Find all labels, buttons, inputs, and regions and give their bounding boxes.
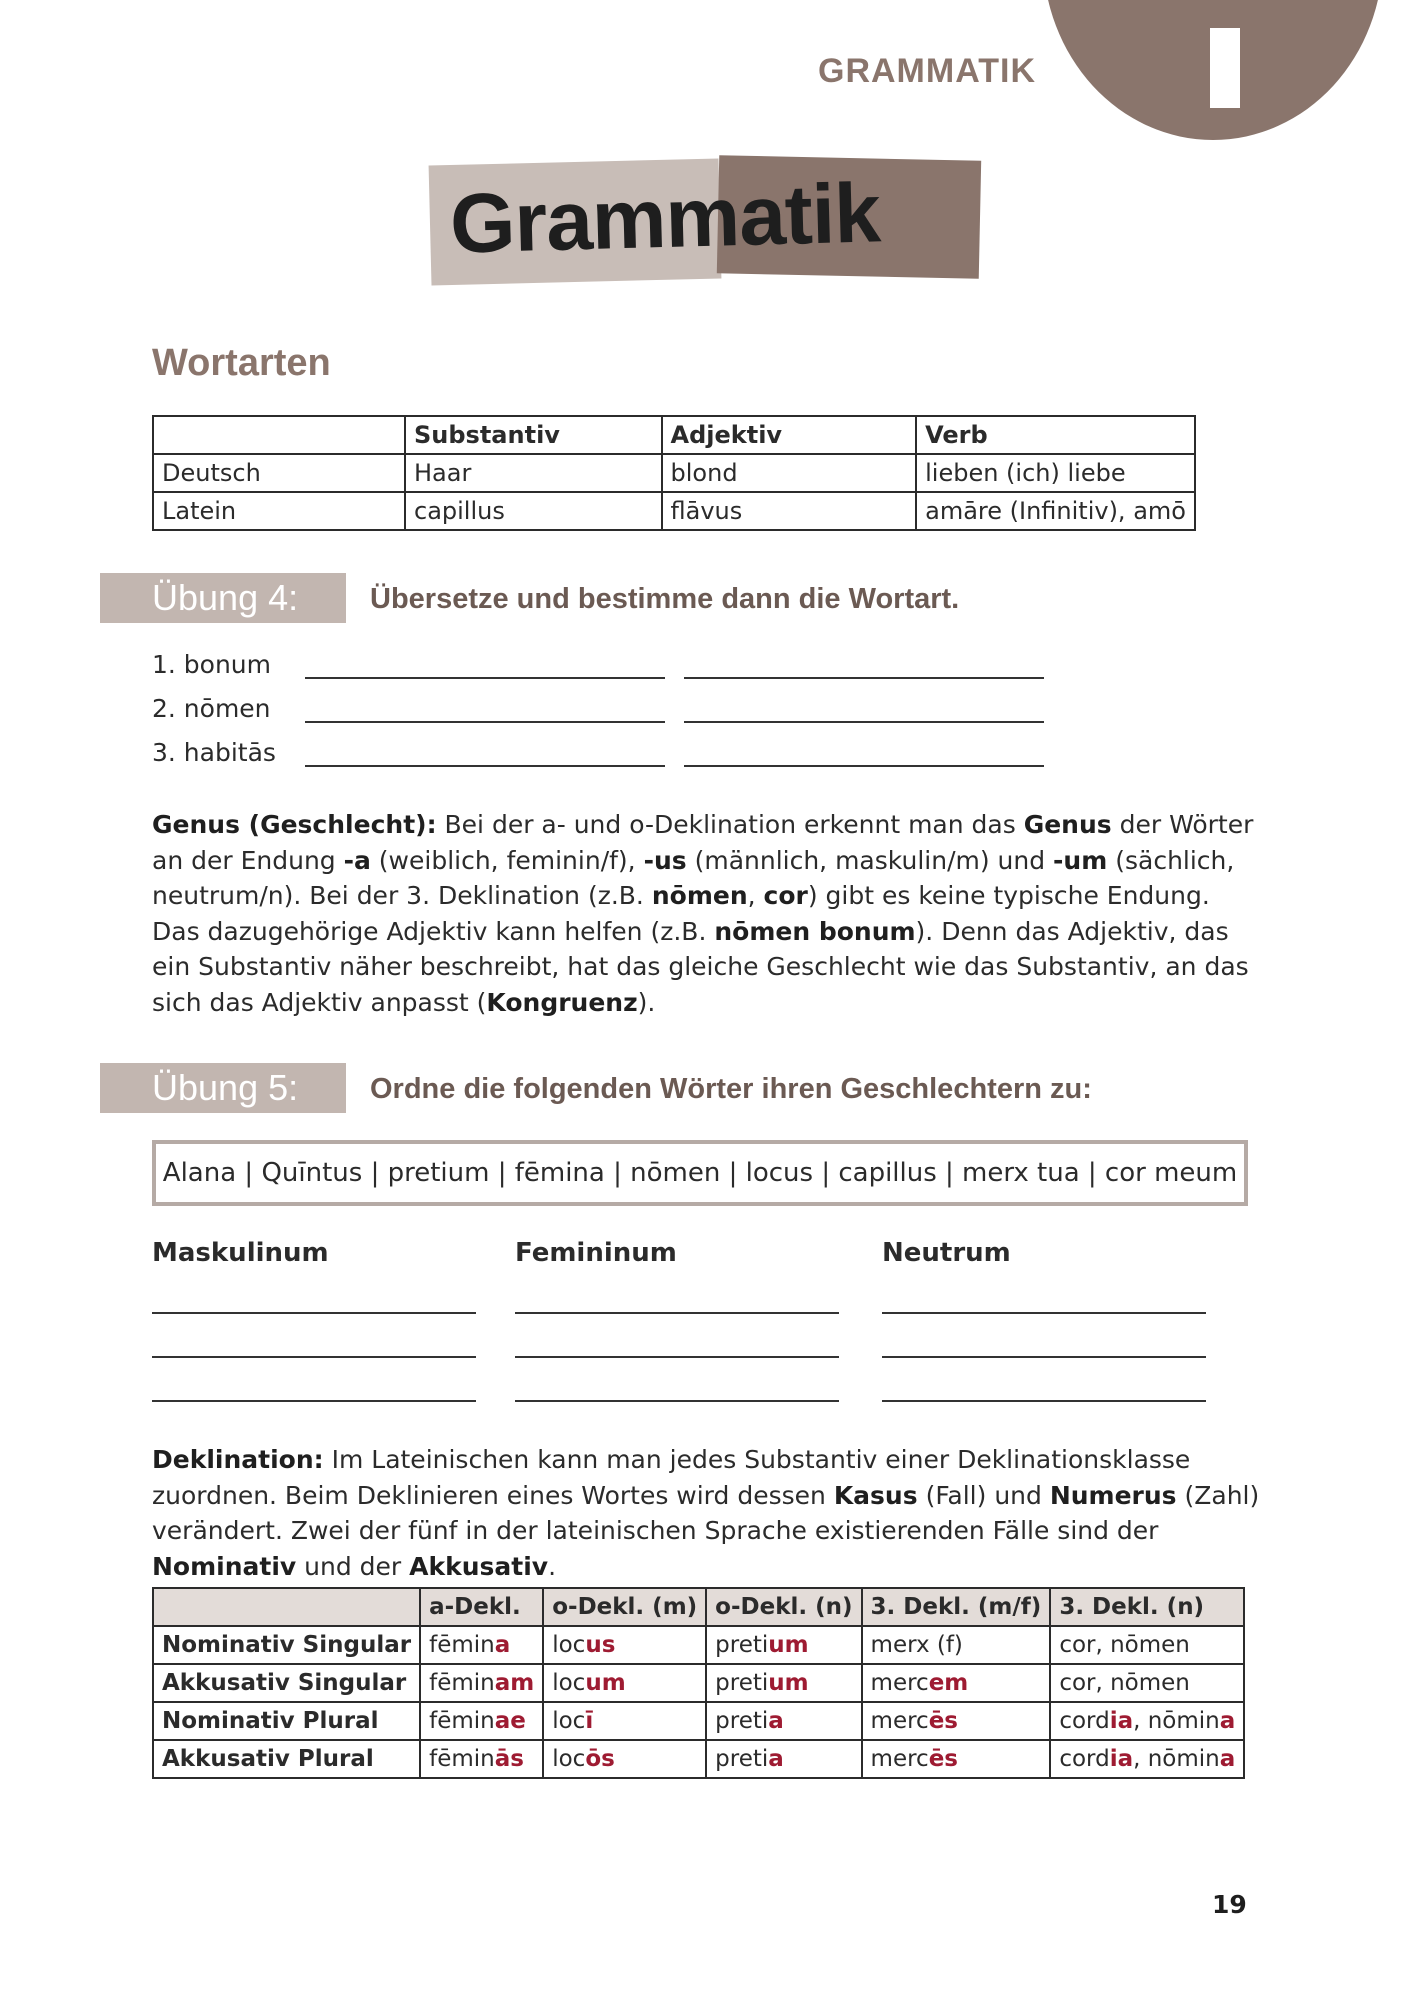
answer-line-maskulinum[interactable]: [152, 1356, 476, 1358]
answer-line-femininum[interactable]: [515, 1356, 839, 1358]
column-heading-neutrum: Neutrum: [882, 1238, 1011, 1268]
section-heading-wortarten: Wortarten: [152, 342, 331, 384]
column-heading-maskulinum: Maskulinum: [152, 1238, 329, 1268]
row-label: Nominativ Singular: [153, 1626, 420, 1664]
table-cell: pretia: [706, 1740, 861, 1778]
word-bank: Alana | Quīntus | pretium | fēmina | nōmen | locus | capillus | merx tua | cor meum: [152, 1140, 1248, 1206]
wortarten-table: [152, 415, 1196, 531]
answer-line-wordtype[interactable]: [684, 765, 1044, 767]
table-header-cell: Verb: [916, 416, 1195, 454]
answer-line-wordtype[interactable]: [684, 677, 1044, 679]
table-cell: blond: [662, 454, 917, 492]
declension-table: [152, 1587, 1245, 1779]
row-label: Nominativ Plural: [153, 1702, 420, 1740]
table-cell: cor, nōmen: [1050, 1626, 1244, 1664]
table-cell: cordia, nōmina: [1050, 1740, 1244, 1778]
table-row: [153, 1702, 1244, 1740]
answer-line-maskulinum[interactable]: [152, 1400, 476, 1402]
exercise-4-instruction: Übersetze und bestimme dann die Wortart.: [370, 583, 960, 615]
table-cell: pretia: [706, 1702, 861, 1740]
table-row: [153, 1664, 1244, 1702]
table-header-cell: 3. Dekl. (n): [1050, 1588, 1244, 1626]
answer-line-neutrum[interactable]: [882, 1400, 1206, 1402]
table-header-cell: a-Dekl.: [420, 1588, 543, 1626]
exercise-5-instruction: Ordne die folgenden Wörter ihren Geschlechtern zu:: [370, 1073, 1092, 1105]
table-cell: mercem: [862, 1664, 1051, 1702]
table-cell: locus: [543, 1626, 706, 1664]
table-header-cell: Adjektiv: [662, 416, 917, 454]
table-cell: Deutsch: [153, 454, 405, 492]
table-cell: capillus: [405, 492, 662, 530]
answer-line-translation[interactable]: [305, 677, 665, 679]
genus-paragraph: Genus (Geschlecht): Bei der a- und o-Deklination erkennt man das Genus der Wörter an der Endung -a (weiblich, feminin/f), -us (männlich, maskulin/m) und -um (sächlich, neutrum/n). Bei der 3. Deklination (z.B. nōmen, cor) gibt es keine typische Endung. Das dazugehörige Adjektiv kann helfen (z.B. nōmen bonum). Denn das Adjektiv, das ein Substantiv näher beschreibt, hat das gleiche Geschlecht wie das Substantiv, an das sich das Adjektiv anpasst (Kongruenz).: [152, 810, 1254, 1017]
table-cell: cordia, nōmina: [1050, 1702, 1244, 1740]
exercise-4-item: 1. bonum: [152, 650, 272, 679]
table-cell: locum: [543, 1664, 706, 1702]
table-header-cell: o-Dekl. (m): [543, 1588, 706, 1626]
table-cell: fēmina: [420, 1626, 543, 1664]
column-heading-femininum: Femininum: [515, 1238, 677, 1268]
table-cell: flāvus: [662, 492, 917, 530]
table-row: [153, 492, 1195, 530]
row-label: Akkusativ Plural: [153, 1740, 420, 1778]
table-cell: Haar: [405, 454, 662, 492]
answer-line-wordtype[interactable]: [684, 721, 1044, 723]
table-cell: amāre (Infinitiv), amō: [916, 492, 1195, 530]
exercise-4-tab: Übung 4:: [100, 573, 346, 623]
deklination-label: Deklination:: [152, 1445, 324, 1474]
table-cell: lieben (ich) liebe: [916, 454, 1195, 492]
answer-line-translation[interactable]: [305, 765, 665, 767]
chapter-numeral-mark: [1210, 28, 1240, 108]
genus-label: Genus (Geschlecht):: [152, 810, 437, 839]
answer-line-femininum[interactable]: [515, 1312, 839, 1314]
exercise-4-item: 3. habitās: [152, 738, 276, 767]
row-label: Akkusativ Singular: [153, 1664, 420, 1702]
table-row: [153, 1626, 1244, 1664]
table-cell: fēminās: [420, 1740, 543, 1778]
table-row: [153, 1740, 1244, 1778]
table-cell: mercēs: [862, 1740, 1051, 1778]
answer-line-translation[interactable]: [305, 721, 665, 723]
table-row: [153, 454, 1195, 492]
page-title: Grammatik: [448, 165, 882, 271]
answer-line-neutrum[interactable]: [882, 1356, 1206, 1358]
table-cell: fēminae: [420, 1702, 543, 1740]
table-cell: fēminam: [420, 1664, 543, 1702]
exercise-5-tab: Übung 5:: [100, 1063, 346, 1113]
deklination-paragraph: Deklination: Im Lateinischen kann man jedes Substantiv einer Deklinationsklasse zuordnen. Beim Deklinieren eines Wortes wird dessen Kasus (Fall) und Numerus (Zahl) verändert. Zwei der fünf in der lateinischen Sprache existierenden Fälle sind der Nominativ und der Akkusativ.: [152, 1445, 1260, 1581]
table-header-cell: Substantiv: [405, 416, 662, 454]
table-cell: merx (f): [862, 1626, 1051, 1664]
chapter-label: GRAMMATIK: [818, 52, 1036, 90]
table-cell: pretium: [706, 1664, 861, 1702]
answer-line-neutrum[interactable]: [882, 1312, 1206, 1314]
table-cell: Latein: [153, 492, 405, 530]
table-cell: mercēs: [862, 1702, 1051, 1740]
table-header-cell: [153, 1588, 420, 1626]
table-header-cell: o-Dekl. (n): [706, 1588, 861, 1626]
table-cell: locī: [543, 1702, 706, 1740]
exercise-4-item: 2. nōmen: [152, 694, 271, 723]
table-cell: locōs: [543, 1740, 706, 1778]
table-cell: cor, nōmen: [1050, 1664, 1244, 1702]
table-header-cell: [153, 416, 405, 454]
table-header-cell: 3. Dekl. (m/f): [862, 1588, 1051, 1626]
answer-line-femininum[interactable]: [515, 1400, 839, 1402]
table-cell: pretium: [706, 1626, 861, 1664]
page-number: 19: [1212, 1890, 1247, 1919]
answer-line-maskulinum[interactable]: [152, 1312, 476, 1314]
